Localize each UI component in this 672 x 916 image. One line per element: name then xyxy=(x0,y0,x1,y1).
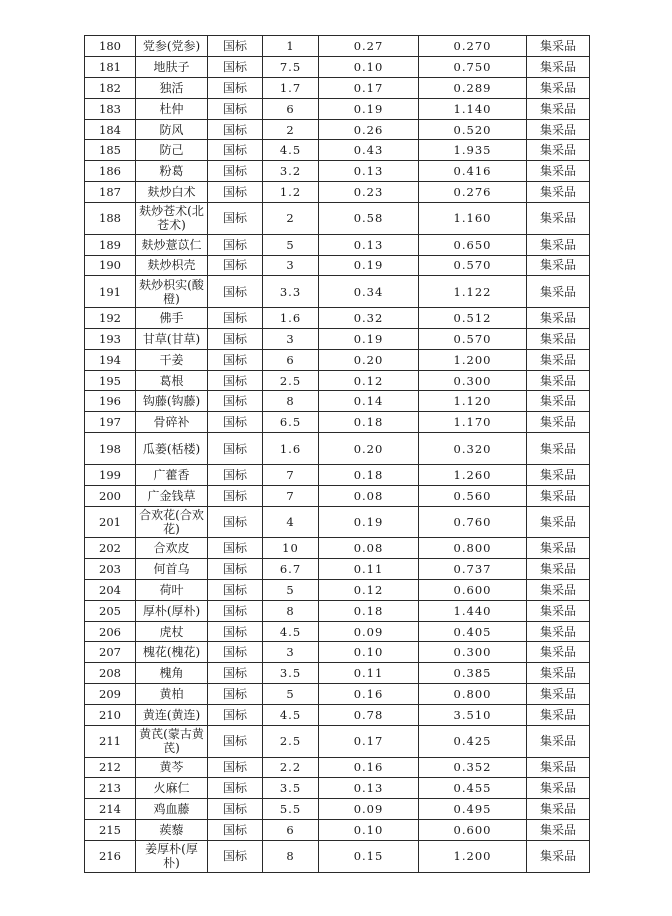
herb-name-cell: 荷叶 xyxy=(136,579,208,600)
row-number-cell: 195 xyxy=(85,370,136,391)
row-number-cell: 198 xyxy=(85,433,136,465)
standard-cell: 国标 xyxy=(208,182,263,203)
procurement-type-cell: 集采品 xyxy=(527,705,590,726)
herb-name-cell: 蒺藜 xyxy=(136,820,208,841)
row-number-cell: 204 xyxy=(85,579,136,600)
row-number-cell: 209 xyxy=(85,684,136,705)
herb-name-cell: 麸炒白术 xyxy=(136,182,208,203)
row-number-cell: 191 xyxy=(85,276,136,308)
amount-cell: 0.650 xyxy=(419,234,527,255)
unit-price-cell: 0.19 xyxy=(319,506,419,538)
procurement-type-cell: 集采品 xyxy=(527,642,590,663)
amount-cell: 0.352 xyxy=(419,757,527,778)
standard-cell: 国标 xyxy=(208,621,263,642)
standard-cell: 国标 xyxy=(208,558,263,579)
amount-cell: 0.405 xyxy=(419,621,527,642)
herb-name-cell: 防己 xyxy=(136,140,208,161)
standard-cell: 国标 xyxy=(208,778,263,799)
amount-cell: 0.800 xyxy=(419,538,527,559)
standard-cell: 国标 xyxy=(208,370,263,391)
table-row xyxy=(85,391,590,412)
herb-name-cell: 钩藤(钩藤) xyxy=(136,391,208,412)
unit-price-cell: 0.08 xyxy=(319,485,419,506)
table-row xyxy=(85,98,590,119)
standard-cell: 国标 xyxy=(208,56,263,77)
amount-cell: 0.560 xyxy=(419,485,527,506)
herb-name-cell: 合欢皮 xyxy=(136,538,208,559)
amount-cell: 1.120 xyxy=(419,391,527,412)
table-row xyxy=(85,820,590,841)
row-number-cell: 190 xyxy=(85,255,136,276)
table-row xyxy=(85,464,590,485)
standard-cell: 国标 xyxy=(208,642,263,663)
row-number-cell: 205 xyxy=(85,600,136,621)
standard-cell: 国标 xyxy=(208,757,263,778)
amount-cell: 0.455 xyxy=(419,778,527,799)
herb-name-cell: 粉葛 xyxy=(136,161,208,182)
herb-name-cell: 槐花(槐花) xyxy=(136,642,208,663)
table-row xyxy=(85,307,590,328)
procurement-type-cell: 集采品 xyxy=(527,538,590,559)
quantity-cell: 8 xyxy=(263,600,319,621)
herb-name-cell: 地肤子 xyxy=(136,56,208,77)
amount-cell: 0.289 xyxy=(419,77,527,98)
table-row xyxy=(85,642,590,663)
unit-price-cell: 0.13 xyxy=(319,234,419,255)
standard-cell: 国标 xyxy=(208,841,263,873)
procurement-type-cell: 集采品 xyxy=(527,757,590,778)
herb-name-cell: 杜仲 xyxy=(136,98,208,119)
standard-cell: 国标 xyxy=(208,820,263,841)
amount-cell: 0.600 xyxy=(419,820,527,841)
quantity-cell: 4.5 xyxy=(263,140,319,161)
amount-cell: 0.737 xyxy=(419,558,527,579)
quantity-cell: 6.5 xyxy=(263,412,319,433)
unit-price-cell: 0.20 xyxy=(319,433,419,465)
standard-cell: 国标 xyxy=(208,349,263,370)
table-row xyxy=(85,841,590,873)
quantity-cell: 5.5 xyxy=(263,799,319,820)
procurement-type-cell: 集采品 xyxy=(527,621,590,642)
procurement-type-cell: 集采品 xyxy=(527,307,590,328)
herb-name-cell: 厚朴(厚朴) xyxy=(136,600,208,621)
table-row xyxy=(85,328,590,349)
amount-cell: 1.935 xyxy=(419,140,527,161)
row-number-cell: 210 xyxy=(85,705,136,726)
row-number-cell: 193 xyxy=(85,328,136,349)
procurement-type-cell: 集采品 xyxy=(527,485,590,506)
table-row xyxy=(85,255,590,276)
table-row xyxy=(85,119,590,140)
quantity-cell: 5 xyxy=(263,234,319,255)
quantity-cell: 8 xyxy=(263,841,319,873)
table-row xyxy=(85,349,590,370)
row-number-cell: 192 xyxy=(85,307,136,328)
quantity-cell: 8 xyxy=(263,391,319,412)
herb-name-cell: 合欢花(合欢花) xyxy=(136,506,208,538)
row-number-cell: 203 xyxy=(85,558,136,579)
unit-price-cell: 0.27 xyxy=(319,36,419,57)
row-number-cell: 208 xyxy=(85,663,136,684)
amount-cell: 0.320 xyxy=(419,433,527,465)
herb-name-cell: 姜厚朴(厚朴) xyxy=(136,841,208,873)
standard-cell: 国标 xyxy=(208,485,263,506)
unit-price-cell: 0.12 xyxy=(319,370,419,391)
table-row xyxy=(85,485,590,506)
table-row xyxy=(85,621,590,642)
unit-price-cell: 0.23 xyxy=(319,182,419,203)
unit-price-cell: 0.11 xyxy=(319,663,419,684)
standard-cell: 国标 xyxy=(208,328,263,349)
table-body xyxy=(85,36,590,873)
row-number-cell: 213 xyxy=(85,778,136,799)
standard-cell: 国标 xyxy=(208,36,263,57)
unit-price-cell: 0.19 xyxy=(319,328,419,349)
table-row xyxy=(85,36,590,57)
table-row xyxy=(85,506,590,538)
herb-name-cell: 黄柏 xyxy=(136,684,208,705)
row-number-cell: 196 xyxy=(85,391,136,412)
amount-cell: 0.270 xyxy=(419,36,527,57)
quantity-cell: 6.7 xyxy=(263,558,319,579)
amount-cell: 0.570 xyxy=(419,328,527,349)
amount-cell: 0.750 xyxy=(419,56,527,77)
procurement-type-cell: 集采品 xyxy=(527,276,590,308)
herb-name-cell: 火麻仁 xyxy=(136,778,208,799)
unit-price-cell: 0.16 xyxy=(319,684,419,705)
table-row xyxy=(85,234,590,255)
row-number-cell: 189 xyxy=(85,234,136,255)
herb-name-cell: 葛根 xyxy=(136,370,208,391)
row-number-cell: 181 xyxy=(85,56,136,77)
unit-price-cell: 0.19 xyxy=(319,98,419,119)
row-number-cell: 185 xyxy=(85,140,136,161)
quantity-cell: 3.3 xyxy=(263,276,319,308)
table-row xyxy=(85,77,590,98)
amount-cell: 0.520 xyxy=(419,119,527,140)
amount-cell: 0.570 xyxy=(419,255,527,276)
procurement-type-cell: 集采品 xyxy=(527,799,590,820)
procurement-type-cell: 集采品 xyxy=(527,56,590,77)
standard-cell: 国标 xyxy=(208,684,263,705)
quantity-cell: 5 xyxy=(263,684,319,705)
herb-name-cell: 瓜蒌(栝楼) xyxy=(136,433,208,465)
herb-name-cell: 广金钱草 xyxy=(136,485,208,506)
table-row xyxy=(85,600,590,621)
quantity-cell: 6 xyxy=(263,349,319,370)
procurement-type-cell: 集采品 xyxy=(527,464,590,485)
amount-cell: 1.440 xyxy=(419,600,527,621)
amount-cell: 0.760 xyxy=(419,506,527,538)
herb-name-cell: 虎杖 xyxy=(136,621,208,642)
unit-price-cell: 0.13 xyxy=(319,778,419,799)
herb-name-cell: 麸炒枳实(酸橙) xyxy=(136,276,208,308)
table-row xyxy=(85,705,590,726)
quantity-cell: 2 xyxy=(263,119,319,140)
unit-price-cell: 0.10 xyxy=(319,56,419,77)
herb-name-cell: 麸炒枳壳 xyxy=(136,255,208,276)
row-number-cell: 207 xyxy=(85,642,136,663)
quantity-cell: 1.7 xyxy=(263,77,319,98)
table-row xyxy=(85,182,590,203)
row-number-cell: 180 xyxy=(85,36,136,57)
standard-cell: 国标 xyxy=(208,307,263,328)
unit-price-cell: 0.12 xyxy=(319,579,419,600)
procurement-type-cell: 集采品 xyxy=(527,370,590,391)
unit-price-cell: 0.13 xyxy=(319,161,419,182)
standard-cell: 国标 xyxy=(208,98,263,119)
standard-cell: 国标 xyxy=(208,255,263,276)
quantity-cell: 1.6 xyxy=(263,307,319,328)
unit-price-cell: 0.58 xyxy=(319,203,419,235)
herb-name-cell: 鸡血藤 xyxy=(136,799,208,820)
row-number-cell: 182 xyxy=(85,77,136,98)
row-number-cell: 202 xyxy=(85,538,136,559)
standard-cell: 国标 xyxy=(208,579,263,600)
table-row xyxy=(85,684,590,705)
quantity-cell: 5 xyxy=(263,579,319,600)
herb-name-cell: 干姜 xyxy=(136,349,208,370)
standard-cell: 国标 xyxy=(208,412,263,433)
unit-price-cell: 0.14 xyxy=(319,391,419,412)
procurement-type-cell: 集采品 xyxy=(527,203,590,235)
standard-cell: 国标 xyxy=(208,203,263,235)
standard-cell: 国标 xyxy=(208,77,263,98)
amount-cell: 0.512 xyxy=(419,307,527,328)
standard-cell: 国标 xyxy=(208,119,263,140)
herb-name-cell: 广藿香 xyxy=(136,464,208,485)
table-row xyxy=(85,203,590,235)
procurement-type-cell: 集采品 xyxy=(527,349,590,370)
amount-cell: 0.800 xyxy=(419,684,527,705)
amount-cell: 1.160 xyxy=(419,203,527,235)
row-number-cell: 212 xyxy=(85,757,136,778)
table-row xyxy=(85,140,590,161)
unit-price-cell: 0.11 xyxy=(319,558,419,579)
table-row xyxy=(85,433,590,465)
procurement-type-cell: 集采品 xyxy=(527,36,590,57)
procurement-type-cell: 集采品 xyxy=(527,433,590,465)
table-row xyxy=(85,726,590,758)
procurement-type-cell: 集采品 xyxy=(527,255,590,276)
standard-cell: 国标 xyxy=(208,391,263,412)
row-number-cell: 197 xyxy=(85,412,136,433)
unit-price-cell: 0.18 xyxy=(319,600,419,621)
standard-cell: 国标 xyxy=(208,234,263,255)
herb-name-cell: 黄连(黄连) xyxy=(136,705,208,726)
table-row xyxy=(85,579,590,600)
unit-price-cell: 0.09 xyxy=(319,621,419,642)
unit-price-cell: 0.16 xyxy=(319,757,419,778)
procurement-type-cell: 集采品 xyxy=(527,778,590,799)
standard-cell: 国标 xyxy=(208,705,263,726)
table-row xyxy=(85,663,590,684)
unit-price-cell: 0.15 xyxy=(319,841,419,873)
row-number-cell: 188 xyxy=(85,203,136,235)
table-row xyxy=(85,161,590,182)
standard-cell: 国标 xyxy=(208,799,263,820)
standard-cell: 国标 xyxy=(208,600,263,621)
amount-cell: 0.300 xyxy=(419,642,527,663)
procurement-type-cell: 集采品 xyxy=(527,579,590,600)
quantity-cell: 3.5 xyxy=(263,778,319,799)
procurement-type-cell: 集采品 xyxy=(527,600,590,621)
procurement-type-cell: 集采品 xyxy=(527,391,590,412)
herb-name-cell: 党参(党参) xyxy=(136,36,208,57)
quantity-cell: 2 xyxy=(263,203,319,235)
procurement-type-cell: 集采品 xyxy=(527,684,590,705)
row-number-cell: 187 xyxy=(85,182,136,203)
herb-name-cell: 黄芩 xyxy=(136,757,208,778)
herb-name-cell: 槐角 xyxy=(136,663,208,684)
quantity-cell: 3.2 xyxy=(263,161,319,182)
herb-name-cell: 佛手 xyxy=(136,307,208,328)
unit-price-cell: 0.20 xyxy=(319,349,419,370)
table-row xyxy=(85,799,590,820)
amount-cell: 1.170 xyxy=(419,412,527,433)
quantity-cell: 10 xyxy=(263,538,319,559)
quantity-cell: 1.6 xyxy=(263,433,319,465)
unit-price-cell: 0.08 xyxy=(319,538,419,559)
row-number-cell: 214 xyxy=(85,799,136,820)
procurement-type-cell: 集采品 xyxy=(527,558,590,579)
procurement-type-cell: 集采品 xyxy=(527,98,590,119)
table-row xyxy=(85,538,590,559)
standard-cell: 国标 xyxy=(208,464,263,485)
herb-name-cell: 何首乌 xyxy=(136,558,208,579)
quantity-cell: 1 xyxy=(263,36,319,57)
unit-price-cell: 0.18 xyxy=(319,412,419,433)
herb-price-table xyxy=(84,35,590,873)
amount-cell: 1.140 xyxy=(419,98,527,119)
quantity-cell: 7.5 xyxy=(263,56,319,77)
unit-price-cell: 0.26 xyxy=(319,119,419,140)
standard-cell: 国标 xyxy=(208,433,263,465)
procurement-type-cell: 集采品 xyxy=(527,726,590,758)
row-number-cell: 216 xyxy=(85,841,136,873)
quantity-cell: 2.5 xyxy=(263,726,319,758)
amount-cell: 1.200 xyxy=(419,349,527,370)
row-number-cell: 194 xyxy=(85,349,136,370)
herb-name-cell: 骨碎补 xyxy=(136,412,208,433)
amount-cell: 3.510 xyxy=(419,705,527,726)
row-number-cell: 200 xyxy=(85,485,136,506)
procurement-type-cell: 集采品 xyxy=(527,841,590,873)
table-row xyxy=(85,276,590,308)
procurement-type-cell: 集采品 xyxy=(527,506,590,538)
amount-cell: 1.260 xyxy=(419,464,527,485)
unit-price-cell: 0.09 xyxy=(319,799,419,820)
table-row xyxy=(85,370,590,391)
procurement-type-cell: 集采品 xyxy=(527,140,590,161)
amount-cell: 0.276 xyxy=(419,182,527,203)
herb-name-cell: 麸炒苍术(北苍术) xyxy=(136,203,208,235)
amount-cell: 0.300 xyxy=(419,370,527,391)
quantity-cell: 3 xyxy=(263,255,319,276)
unit-price-cell: 0.17 xyxy=(319,726,419,758)
amount-cell: 1.122 xyxy=(419,276,527,308)
procurement-type-cell: 集采品 xyxy=(527,234,590,255)
procurement-type-cell: 集采品 xyxy=(527,161,590,182)
quantity-cell: 3 xyxy=(263,328,319,349)
herb-name-cell: 黄芪(蒙古黄芪) xyxy=(136,726,208,758)
quantity-cell: 6 xyxy=(263,820,319,841)
amount-cell: 0.495 xyxy=(419,799,527,820)
standard-cell: 国标 xyxy=(208,663,263,684)
quantity-cell: 3 xyxy=(263,642,319,663)
amount-cell: 0.385 xyxy=(419,663,527,684)
unit-price-cell: 0.78 xyxy=(319,705,419,726)
unit-price-cell: 0.32 xyxy=(319,307,419,328)
table-row xyxy=(85,757,590,778)
table-row xyxy=(85,56,590,77)
standard-cell: 国标 xyxy=(208,140,263,161)
amount-cell: 0.425 xyxy=(419,726,527,758)
procurement-type-cell: 集采品 xyxy=(527,820,590,841)
table-row xyxy=(85,558,590,579)
row-number-cell: 184 xyxy=(85,119,136,140)
quantity-cell: 2.5 xyxy=(263,370,319,391)
row-number-cell: 183 xyxy=(85,98,136,119)
procurement-type-cell: 集采品 xyxy=(527,328,590,349)
quantity-cell: 1.2 xyxy=(263,182,319,203)
procurement-type-cell: 集采品 xyxy=(527,182,590,203)
standard-cell: 国标 xyxy=(208,161,263,182)
quantity-cell: 4.5 xyxy=(263,621,319,642)
row-number-cell: 186 xyxy=(85,161,136,182)
standard-cell: 国标 xyxy=(208,726,263,758)
row-number-cell: 199 xyxy=(85,464,136,485)
procurement-type-cell: 集采品 xyxy=(527,77,590,98)
herb-name-cell: 麸炒薏苡仁 xyxy=(136,234,208,255)
unit-price-cell: 0.10 xyxy=(319,820,419,841)
unit-price-cell: 0.18 xyxy=(319,464,419,485)
row-number-cell: 206 xyxy=(85,621,136,642)
row-number-cell: 201 xyxy=(85,506,136,538)
quantity-cell: 2.2 xyxy=(263,757,319,778)
unit-price-cell: 0.19 xyxy=(319,255,419,276)
row-number-cell: 215 xyxy=(85,820,136,841)
unit-price-cell: 0.34 xyxy=(319,276,419,308)
procurement-type-cell: 集采品 xyxy=(527,663,590,684)
quantity-cell: 4 xyxy=(263,506,319,538)
table-row xyxy=(85,778,590,799)
procurement-type-cell: 集采品 xyxy=(527,119,590,140)
herb-name-cell: 防风 xyxy=(136,119,208,140)
quantity-cell: 7 xyxy=(263,485,319,506)
quantity-cell: 3.5 xyxy=(263,663,319,684)
unit-price-cell: 0.17 xyxy=(319,77,419,98)
quantity-cell: 7 xyxy=(263,464,319,485)
standard-cell: 国标 xyxy=(208,538,263,559)
unit-price-cell: 0.10 xyxy=(319,642,419,663)
standard-cell: 国标 xyxy=(208,276,263,308)
unit-price-cell: 0.43 xyxy=(319,140,419,161)
table-row xyxy=(85,412,590,433)
amount-cell: 0.416 xyxy=(419,161,527,182)
amount-cell: 0.600 xyxy=(419,579,527,600)
amount-cell: 1.200 xyxy=(419,841,527,873)
quantity-cell: 6 xyxy=(263,98,319,119)
standard-cell: 国标 xyxy=(208,506,263,538)
quantity-cell: 4.5 xyxy=(263,705,319,726)
herb-name-cell: 甘草(甘草) xyxy=(136,328,208,349)
row-number-cell: 211 xyxy=(85,726,136,758)
procurement-type-cell: 集采品 xyxy=(527,412,590,433)
herb-name-cell: 独活 xyxy=(136,77,208,98)
